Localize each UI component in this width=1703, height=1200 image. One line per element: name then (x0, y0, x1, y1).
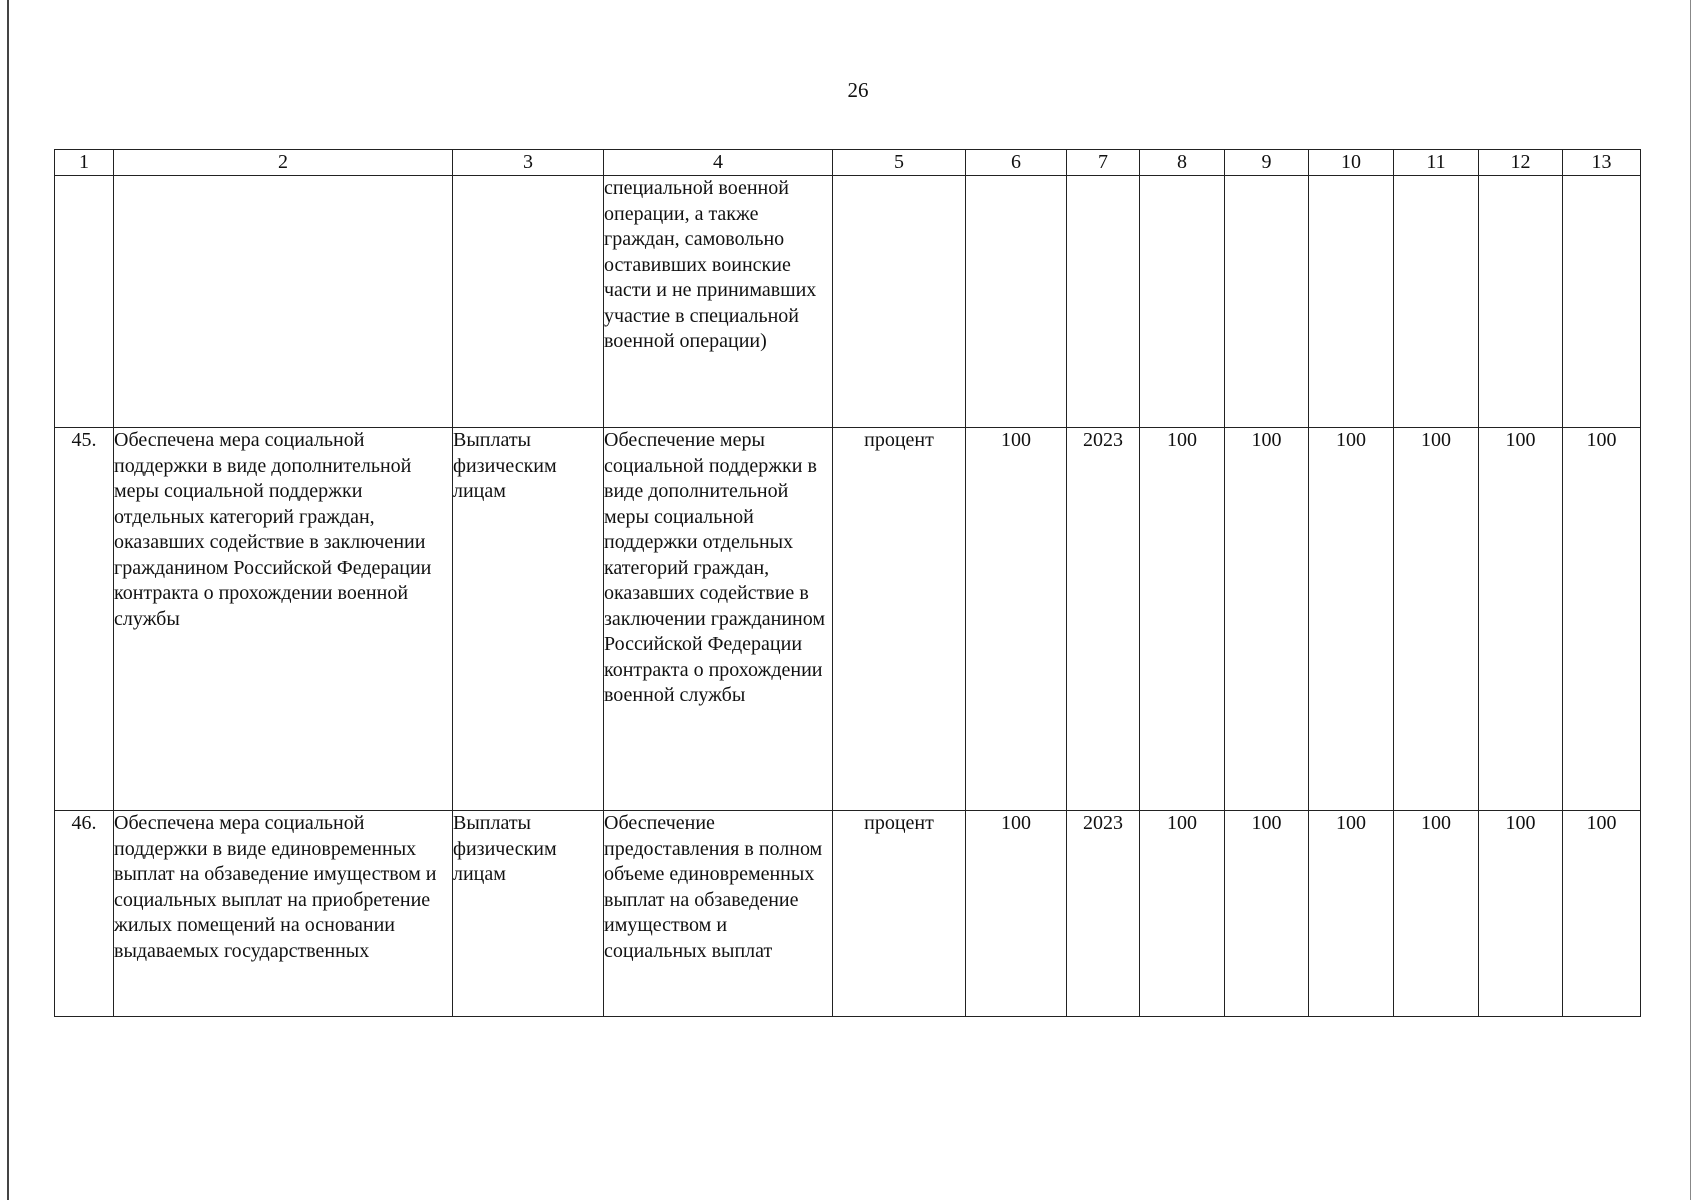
header-cell: 6 (966, 150, 1067, 176)
data-table (54, 149, 1641, 1017)
header-cell: 3 (453, 150, 604, 176)
result-cell: Обеспечена мера социальной поддержки в виде единовременных выплат на обзаведение имуществом и социальных выплат на приобретение жилых помещений на основании выдаваемых государственных (114, 811, 453, 1017)
value-cell: 100 (1394, 428, 1479, 811)
value-cell (1394, 176, 1479, 428)
base-value-cell: 100 (966, 428, 1067, 811)
row-number-cell: 46. (55, 811, 114, 1017)
value-cell: 100 (1479, 811, 1563, 1017)
value-cell: 100 (1563, 428, 1641, 811)
header-cell: 7 (1067, 150, 1140, 176)
table-row (55, 811, 1641, 1017)
header-cell: 12 (1479, 150, 1563, 176)
header-cell: 11 (1394, 150, 1479, 176)
result-cell: Обеспечена мера социальной поддержки в виде дополнительной меры социальной поддержки отдельных категорий граждан, оказавших содействие в заключении гражданином Российской Федерации контракта о прохождении военной службы (114, 428, 453, 811)
value-cell (1563, 176, 1641, 428)
value-cell (1479, 176, 1563, 428)
value-cell (1309, 176, 1394, 428)
value-cell: 100 (1225, 428, 1309, 811)
table-row (55, 176, 1641, 428)
value-cell (1140, 176, 1225, 428)
base-value-cell: 100 (966, 811, 1067, 1017)
scan-edge-left (7, 0, 9, 1200)
value-cell: 100 (1140, 428, 1225, 811)
value-cell: 100 (1479, 428, 1563, 811)
header-cell: 4 (604, 150, 833, 176)
value-cell: 100 (1225, 811, 1309, 1017)
base-year-cell: 2023 (1067, 811, 1140, 1017)
header-cell: 9 (1225, 150, 1309, 176)
type-cell: Выплаты физическим лицам (453, 811, 604, 1017)
page-number: 26 (847, 78, 869, 102)
header-cell: 10 (1309, 150, 1394, 176)
value-cell: 100 (1309, 811, 1394, 1017)
row-number-cell (55, 176, 114, 428)
indicator-cell: специальной военной операции, а также граждан, самовольно оставивших воинские части и не принимавших участие в специальной военной операции) (604, 176, 833, 428)
base-year-cell (1067, 176, 1140, 428)
base-value-cell (966, 176, 1067, 428)
unit-cell (833, 176, 966, 428)
result-cell (114, 176, 453, 428)
header-cell: 5 (833, 150, 966, 176)
table-row (55, 428, 1641, 811)
header-cell: 2 (114, 150, 453, 176)
table-header-row (55, 150, 1641, 176)
value-cell: 100 (1563, 811, 1641, 1017)
type-cell: Выплаты физическим лицам (453, 428, 604, 811)
scan-edge-right (1690, 0, 1691, 1200)
type-cell (453, 176, 604, 428)
unit-cell: процент (833, 428, 966, 811)
value-cell: 100 (1394, 811, 1479, 1017)
indicator-cell: Обеспечение меры социальной поддержки в виде дополнительной меры социальной поддержки отдельных категорий граждан, оказавших содействие в заключении гражданином Российской Федерации контракта о прохождении военной службы (604, 428, 833, 811)
base-year-cell: 2023 (1067, 428, 1140, 811)
value-cell: 100 (1140, 811, 1225, 1017)
header-cell: 1 (55, 150, 114, 176)
header-cell: 13 (1563, 150, 1641, 176)
value-cell: 100 (1309, 428, 1394, 811)
indicator-cell: Обеспечение предоставления в полном объеме единовременных выплат на обзаведение имуществом и социальных выплат (604, 811, 833, 1017)
value-cell (1225, 176, 1309, 428)
row-number-cell: 45. (55, 428, 114, 811)
unit-cell: процент (833, 811, 966, 1017)
header-cell: 8 (1140, 150, 1225, 176)
